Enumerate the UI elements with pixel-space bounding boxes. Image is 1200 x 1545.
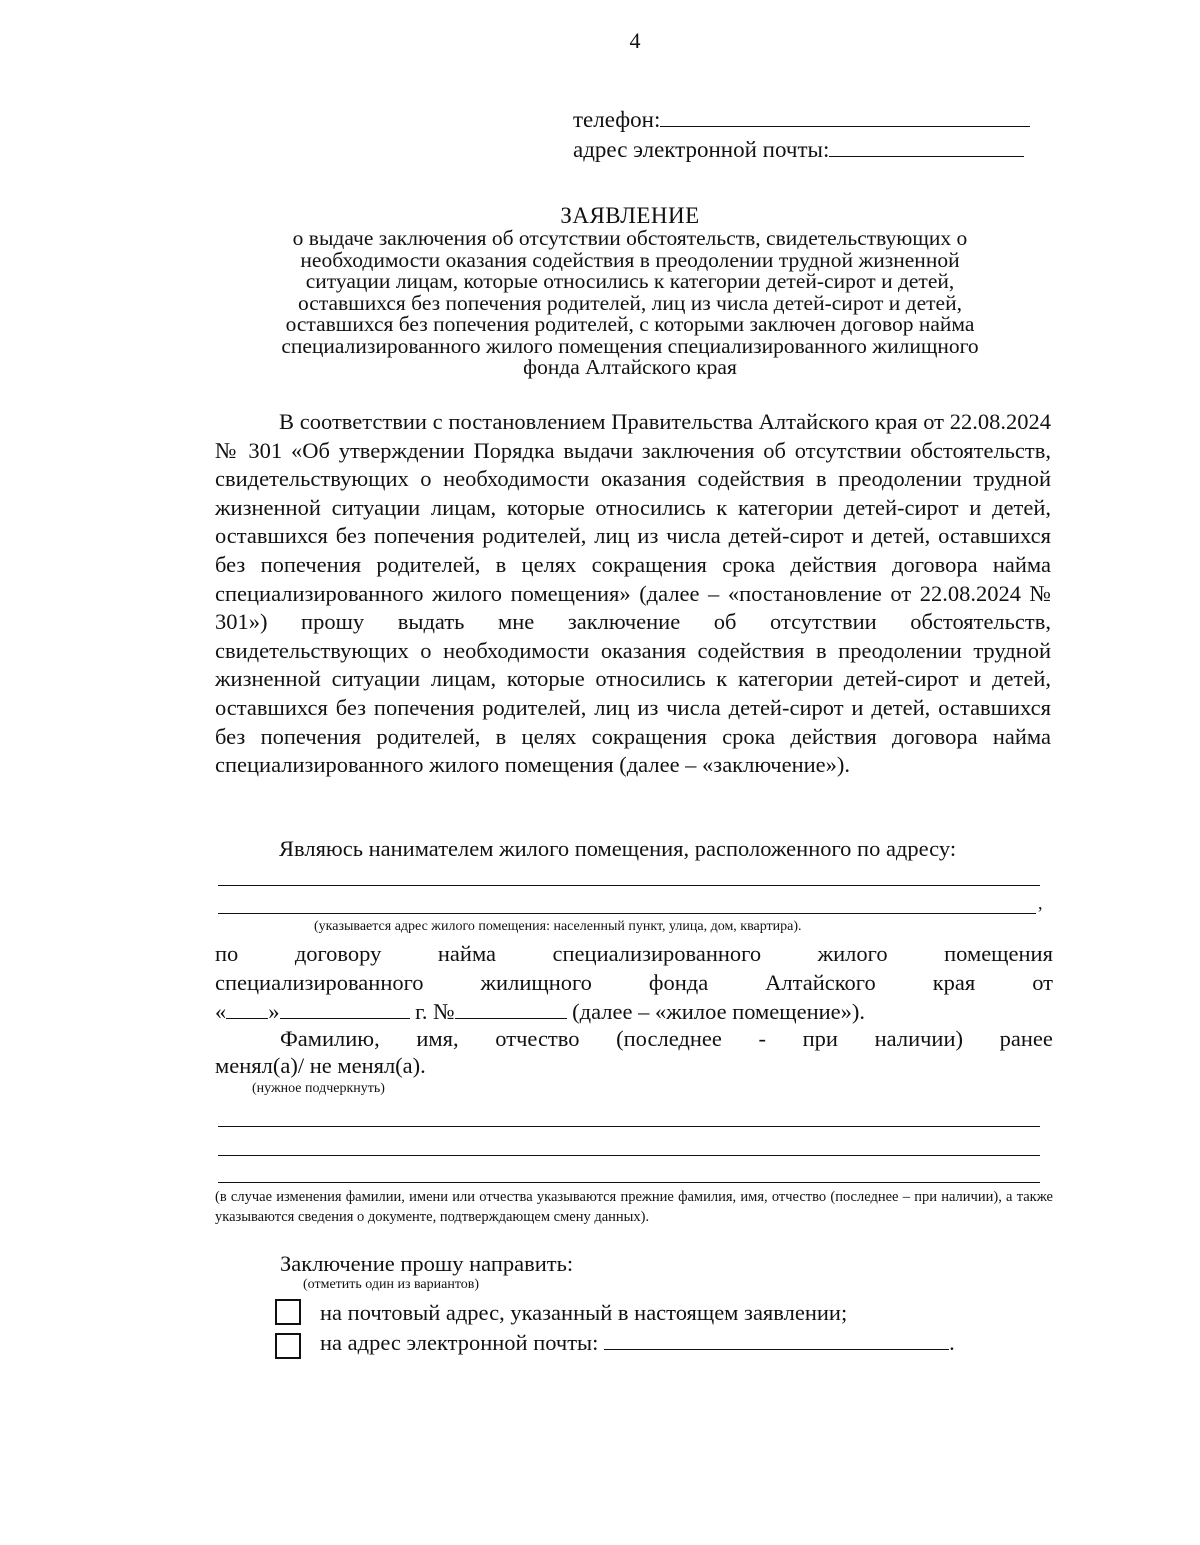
phone-label: телефон: [573,107,661,132]
contract-word: по [215,941,239,966]
name-change-word: при [802,1026,838,1051]
contract-word: специализированного [215,970,424,995]
contract-tail: (далее – «жилое помещение»). [572,999,866,1024]
name-change-word: наличии) [874,1026,964,1051]
postal-option-label: на почтовый адрес, указанный в настоящем заявлении; [320,1300,848,1325]
contract-line-3 [215,998,865,1025]
year-number-label: г. № [415,999,455,1024]
email-blank[interactable] [829,136,1024,157]
contract-word: договору [294,941,382,966]
address-blank-1[interactable] [218,885,1040,886]
contract-number-blank[interactable] [455,998,567,1019]
name-change-note: (в случае изменения фамилии, имени или отчества указываются прежние фамилия, имя, отчество (последнее – при наличии), а также указываются сведения о документе, подтверждающем смену данных). [215,1189,1053,1225]
email-option-blank[interactable] [604,1329,949,1350]
postal-checkbox[interactable] [275,1299,301,1325]
subtitle-line: о выдаче заключения об отсутствии обстоятельств, свидетельствующих о [292,226,968,250]
contract-word: Алтайского [765,970,876,995]
name-change-word: ранее [999,1026,1053,1051]
contract-word: помещения [944,941,1053,966]
name-change-line-2: менял(а)/ не менял(а). [215,1053,426,1078]
subtitle-line: необходимости оказания содействия в преодолении трудной жизненной [300,247,960,272]
subtitle-line: оставшихся без попечения родителей, с которыми заключен договор найма [285,312,975,336]
page-number: 4 [629,28,641,53]
subtitle-line: оставшихся без попечения родителей, лиц из числа детей-сирот и детей, [297,290,962,315]
phone-blank[interactable] [660,106,1030,127]
tenant-statement: Являюсь нанимателем жилого помещения, расположенного по адресу: [279,836,957,861]
document-subtitle [220,228,1040,379]
contract-word: специализированного [552,941,762,966]
contract-day-blank[interactable] [226,998,268,1019]
address-blank-2[interactable] [218,913,1036,914]
document-title: ЗАЯВЛЕНИЕ [560,203,700,228]
email-option-line [320,1329,955,1356]
previous-name-blank-1[interactable] [218,1126,1040,1127]
name-change-word: отчество [495,1026,580,1051]
subtitle-line: фонда Алтайского края [523,355,737,379]
contract-month-blank[interactable] [280,998,410,1019]
quote-open: « [215,999,227,1024]
phone-line [573,106,1030,133]
address-hint: (указывается адрес жилого помещения: населенный пункт, улица, дом, квартира). [314,919,802,934]
contract-line-1 [215,941,1053,967]
previous-name-blank-2[interactable] [218,1155,1040,1156]
name-change-word: (последнее [616,1026,722,1051]
subtitle-line: ситуации лицам, которые относились к категории детей-сирот и детей, [305,269,955,293]
email-label: адрес электронной почты: [573,137,830,162]
delivery-hint: (отметить один из вариантов) [303,1277,480,1292]
email-checkbox[interactable] [275,1333,301,1359]
subtitle-line: специализированного жилого помещения специализированного жилищного [281,333,979,358]
contract-word: жилищного [480,970,592,995]
name-change-word: - [758,1026,766,1051]
name-change-word: Фамилию, [280,1026,380,1051]
delivery-heading: Заключение прошу направить: [280,1251,574,1276]
contract-word: края [932,970,976,995]
contract-word: фонда [648,970,709,995]
previous-name-blank-3[interactable] [218,1182,1040,1183]
contract-word: найма [437,941,497,966]
contract-word: от [1032,970,1053,995]
underline-hint: (нужное подчеркнуть) [252,1081,385,1096]
address-comma: , [1038,893,1043,913]
main-paragraph: В соответствии с постановлением Правительства Алтайского края от 22.08.2024 № 301 «Об утверждении Порядка выдачи заключения об отсутствии обстоятельств, свидетельствующих о необходимости оказания содействия в преодолении трудной жизненной ситуации лицам, которые относились к категории детей-сирот и детей, оставшихся без попечения родителей, лиц из числа детей-сирот и детей, оставшихся без попечения родителей, в целях сокращения срока действия договора найма специализированного жилого помещения» (далее – «постановление от 22.08.2024 № 301») прошу выдать мне заключение об отсутствии обстоятельств, свидетельствующих о необходимости оказания содействия в преодолении трудной жизненной ситуации лицам, которые относились к категории детей-сирот и детей, оставшихся без попечения родителей, лиц из числа детей-сирот и детей, оставшихся без попечения родителей, в целях сокращения срока действия договора найма специализированного жилого помещения (далее – «заключение»). [215,409,1051,778]
name-change-line-1 [280,1026,1053,1052]
name-change-word: имя, [416,1026,459,1051]
email-option-end: . [949,1330,955,1355]
email-line [573,136,1024,163]
quote-close: » [268,999,280,1024]
contract-line-2 [215,970,1053,996]
email-option-label: на адрес электронной почты: [320,1330,599,1355]
contract-word: жилого [817,941,888,966]
